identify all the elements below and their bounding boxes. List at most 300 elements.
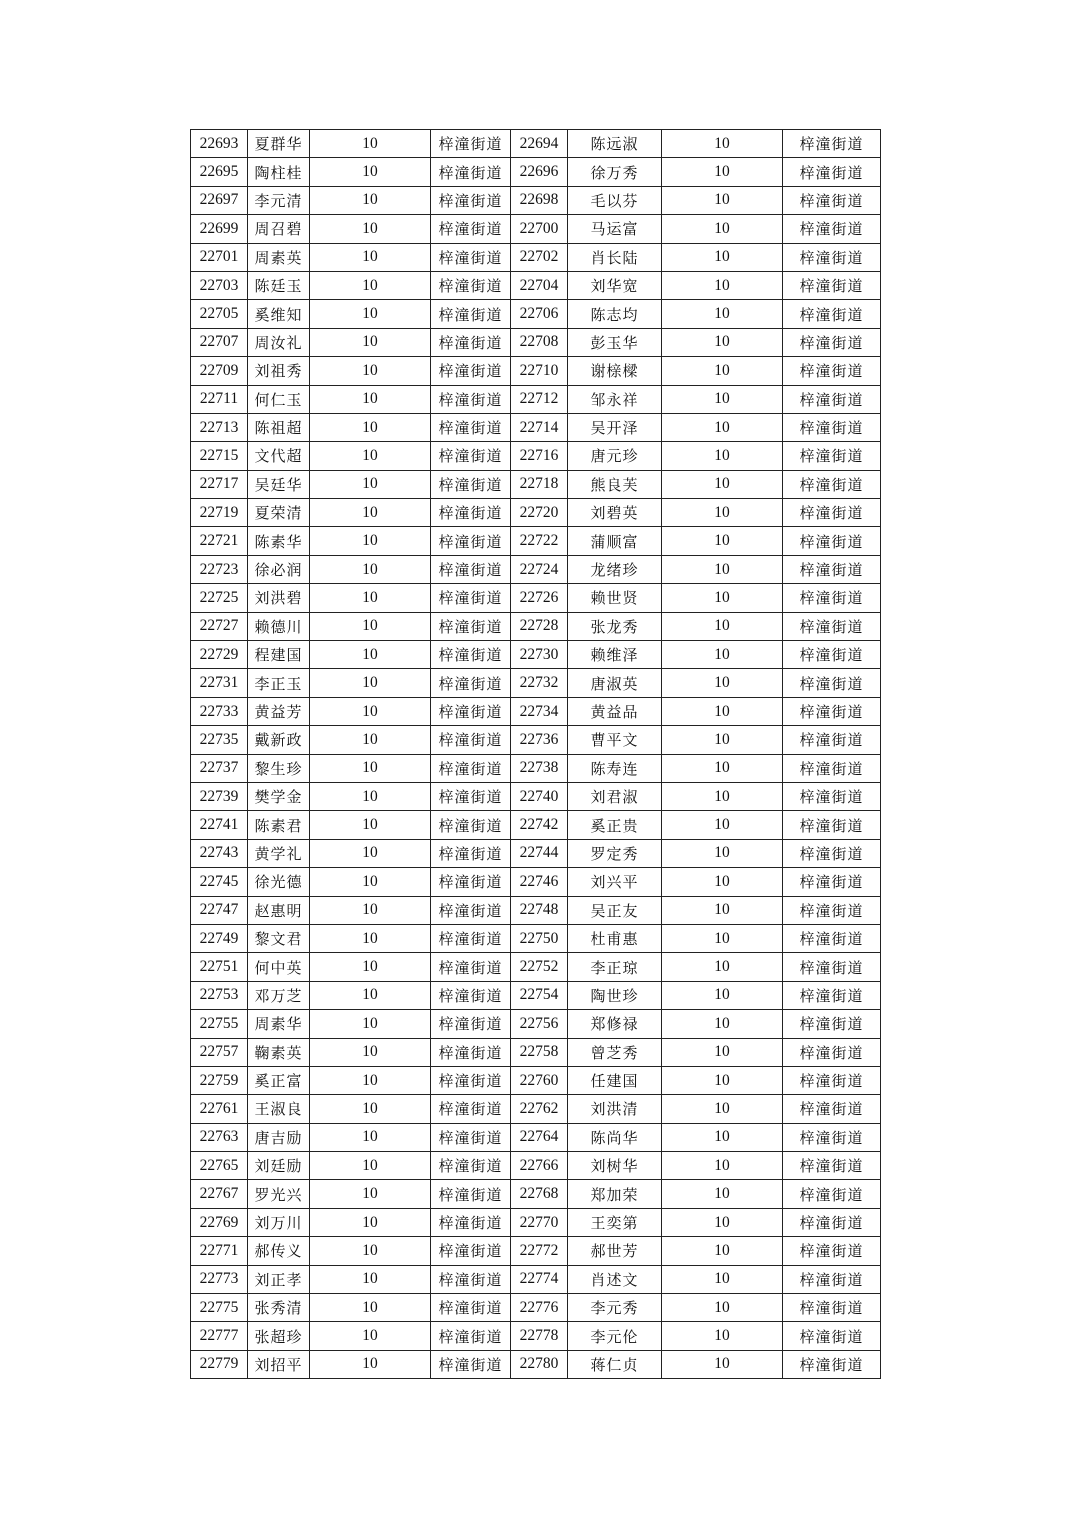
amount-cell: 10 (310, 1123, 431, 1151)
amount-cell: 10 (310, 981, 431, 1009)
table-body (191, 130, 881, 1379)
street-cell: 梓潼街道 (431, 1152, 511, 1180)
street-cell: 梓潼街道 (431, 669, 511, 697)
street-cell: 梓潼街道 (783, 130, 881, 158)
amount-cell: 10 (310, 697, 431, 725)
street-cell: 梓潼街道 (783, 1152, 881, 1180)
amount-cell: 10 (310, 839, 431, 867)
record-id-cell: 22712 (511, 385, 568, 413)
record-id-cell: 22772 (511, 1237, 568, 1265)
amount-cell: 10 (310, 186, 431, 214)
person-name-cell: 郑加荣 (568, 1180, 662, 1208)
street-cell: 梓潼街道 (431, 839, 511, 867)
record-id-cell: 22760 (511, 1066, 568, 1094)
person-name-cell: 黄益芳 (248, 697, 310, 725)
record-id-cell: 22721 (191, 527, 248, 555)
table-row (191, 1066, 881, 1094)
table-row (191, 953, 881, 981)
amount-cell: 10 (662, 1322, 783, 1350)
table-row (191, 1095, 881, 1123)
street-cell: 梓潼街道 (431, 470, 511, 498)
record-id-cell: 22766 (511, 1152, 568, 1180)
amount-cell: 10 (662, 1152, 783, 1180)
amount-cell: 10 (662, 896, 783, 924)
record-id-cell: 22741 (191, 811, 248, 839)
amount-cell: 10 (662, 413, 783, 441)
person-name-cell: 周素英 (248, 243, 310, 271)
street-cell: 梓潼街道 (431, 442, 511, 470)
person-name-cell: 张龙秀 (568, 612, 662, 640)
person-name-cell: 徐光德 (248, 868, 310, 896)
record-id-cell: 22710 (511, 357, 568, 385)
table-row (191, 186, 881, 214)
table-row (191, 555, 881, 583)
record-id-cell: 22738 (511, 754, 568, 782)
street-cell: 梓潼街道 (431, 243, 511, 271)
amount-cell: 10 (310, 215, 431, 243)
amount-cell: 10 (662, 271, 783, 299)
street-cell: 梓潼街道 (783, 215, 881, 243)
street-cell: 梓潼街道 (431, 1208, 511, 1236)
amount-cell: 10 (310, 555, 431, 583)
person-name-cell: 郑修禄 (568, 1010, 662, 1038)
street-cell: 梓潼街道 (783, 697, 881, 725)
person-name-cell: 李元清 (248, 186, 310, 214)
street-cell: 梓潼街道 (783, 754, 881, 782)
street-cell: 梓潼街道 (783, 981, 881, 1009)
street-cell: 梓潼街道 (431, 1180, 511, 1208)
person-name-cell: 肖述文 (568, 1265, 662, 1293)
record-id-cell: 22778 (511, 1322, 568, 1350)
street-cell: 梓潼街道 (431, 754, 511, 782)
record-id-cell: 22725 (191, 584, 248, 612)
record-id-cell: 22709 (191, 357, 248, 385)
record-id-cell: 22780 (511, 1350, 568, 1378)
record-id-cell: 22739 (191, 782, 248, 810)
record-id-cell: 22737 (191, 754, 248, 782)
amount-cell: 10 (310, 385, 431, 413)
person-name-cell: 张超珍 (248, 1322, 310, 1350)
table-row (191, 641, 881, 669)
person-name-cell: 刘树华 (568, 1152, 662, 1180)
amount-cell: 10 (662, 697, 783, 725)
person-name-cell: 陈尚华 (568, 1123, 662, 1151)
table-row (191, 271, 881, 299)
table-row (191, 470, 881, 498)
street-cell: 梓潼街道 (431, 1265, 511, 1293)
table-row (191, 811, 881, 839)
person-name-cell: 徐万秀 (568, 158, 662, 186)
record-id-cell: 22771 (191, 1237, 248, 1265)
record-id-cell: 22740 (511, 782, 568, 810)
record-id-cell: 22758 (511, 1038, 568, 1066)
person-name-cell: 曹平文 (568, 726, 662, 754)
record-id-cell: 22742 (511, 811, 568, 839)
table-row (191, 385, 881, 413)
record-id-cell: 22753 (191, 981, 248, 1009)
record-id-cell: 22694 (511, 130, 568, 158)
amount-cell: 10 (662, 1123, 783, 1151)
record-id-cell: 22718 (511, 470, 568, 498)
amount-cell: 10 (310, 1237, 431, 1265)
street-cell: 梓潼街道 (431, 868, 511, 896)
record-id-cell: 22747 (191, 896, 248, 924)
amount-cell: 10 (662, 328, 783, 356)
record-id-cell: 22704 (511, 271, 568, 299)
street-cell: 梓潼街道 (431, 924, 511, 952)
street-cell: 梓潼街道 (783, 442, 881, 470)
table-row (191, 1237, 881, 1265)
street-cell: 梓潼街道 (431, 357, 511, 385)
amount-cell: 10 (662, 300, 783, 328)
amount-cell: 10 (310, 612, 431, 640)
person-name-cell: 李元伦 (568, 1322, 662, 1350)
street-cell: 梓潼街道 (431, 300, 511, 328)
amount-cell: 10 (310, 442, 431, 470)
person-name-cell: 刘君淑 (568, 782, 662, 810)
amount-cell: 10 (662, 1208, 783, 1236)
street-cell: 梓潼街道 (431, 1237, 511, 1265)
person-name-cell: 刘洪清 (568, 1095, 662, 1123)
record-id-cell: 22729 (191, 641, 248, 669)
street-cell: 梓潼街道 (783, 1180, 881, 1208)
street-cell: 梓潼街道 (783, 953, 881, 981)
record-id-cell: 22700 (511, 215, 568, 243)
street-cell: 梓潼街道 (431, 499, 511, 527)
record-id-cell: 22754 (511, 981, 568, 1009)
amount-cell: 10 (310, 328, 431, 356)
amount-cell: 10 (662, 1038, 783, 1066)
amount-cell: 10 (310, 1294, 431, 1322)
street-cell: 梓潼街道 (431, 413, 511, 441)
amount-cell: 10 (662, 868, 783, 896)
amount-cell: 10 (310, 754, 431, 782)
street-cell: 梓潼街道 (783, 1038, 881, 1066)
table-row (191, 442, 881, 470)
person-name-cell: 吴廷华 (248, 470, 310, 498)
person-name-cell: 周汝礼 (248, 328, 310, 356)
person-name-cell: 毛以芬 (568, 186, 662, 214)
amount-cell: 10 (662, 470, 783, 498)
amount-cell: 10 (662, 1095, 783, 1123)
street-cell: 梓潼街道 (783, 555, 881, 583)
amount-cell: 10 (310, 1010, 431, 1038)
street-cell: 梓潼街道 (783, 1322, 881, 1350)
person-name-cell: 刘碧英 (568, 499, 662, 527)
record-id-cell: 22756 (511, 1010, 568, 1038)
street-cell: 梓潼街道 (431, 385, 511, 413)
person-name-cell: 吴正友 (568, 896, 662, 924)
table-row (191, 1350, 881, 1378)
amount-cell: 10 (662, 357, 783, 385)
amount-cell: 10 (662, 953, 783, 981)
street-cell: 梓潼街道 (783, 1237, 881, 1265)
street-cell: 梓潼街道 (431, 555, 511, 583)
amount-cell: 10 (310, 896, 431, 924)
street-cell: 梓潼街道 (783, 1095, 881, 1123)
record-id-cell: 22731 (191, 669, 248, 697)
record-id-cell: 22736 (511, 726, 568, 754)
street-cell: 梓潼街道 (783, 782, 881, 810)
amount-cell: 10 (662, 641, 783, 669)
amount-cell: 10 (662, 499, 783, 527)
amount-cell: 10 (310, 782, 431, 810)
street-cell: 梓潼街道 (431, 1322, 511, 1350)
amount-cell: 10 (310, 924, 431, 952)
person-name-cell: 吴开泽 (568, 413, 662, 441)
record-id-cell: 22744 (511, 839, 568, 867)
record-id-cell: 22699 (191, 215, 248, 243)
person-name-cell: 刘祖秀 (248, 357, 310, 385)
person-name-cell: 邹永祥 (568, 385, 662, 413)
record-id-cell: 22695 (191, 158, 248, 186)
person-name-cell: 樊学金 (248, 782, 310, 810)
street-cell: 梓潼街道 (431, 271, 511, 299)
street-cell: 梓潼街道 (431, 953, 511, 981)
person-name-cell: 何仁玉 (248, 385, 310, 413)
street-cell: 梓潼街道 (783, 868, 881, 896)
person-name-cell: 陈素君 (248, 811, 310, 839)
street-cell: 梓潼街道 (431, 130, 511, 158)
table-row (191, 896, 881, 924)
street-cell: 梓潼街道 (431, 186, 511, 214)
record-id-cell: 22708 (511, 328, 568, 356)
person-name-cell: 李正玉 (248, 669, 310, 697)
person-name-cell: 赖维泽 (568, 641, 662, 669)
amount-cell: 10 (662, 158, 783, 186)
street-cell: 梓潼街道 (431, 612, 511, 640)
amount-cell: 10 (662, 527, 783, 555)
person-name-cell: 任建国 (568, 1066, 662, 1094)
table-row (191, 669, 881, 697)
record-id-cell: 22728 (511, 612, 568, 640)
street-cell: 梓潼街道 (783, 1010, 881, 1038)
person-name-cell: 黎文君 (248, 924, 310, 952)
amount-cell: 10 (310, 413, 431, 441)
street-cell: 梓潼街道 (783, 328, 881, 356)
street-cell: 梓潼街道 (783, 839, 881, 867)
person-name-cell: 陶柱桂 (248, 158, 310, 186)
table-row (191, 243, 881, 271)
amount-cell: 10 (662, 1237, 783, 1265)
record-id-cell: 22779 (191, 1350, 248, 1378)
person-name-cell: 郝传义 (248, 1237, 310, 1265)
table-row (191, 981, 881, 1009)
person-name-cell: 文代超 (248, 442, 310, 470)
table-row (191, 300, 881, 328)
amount-cell: 10 (310, 1208, 431, 1236)
amount-cell: 10 (310, 130, 431, 158)
amount-cell: 10 (662, 186, 783, 214)
street-cell: 梓潼街道 (783, 612, 881, 640)
person-name-cell: 罗光兴 (248, 1180, 310, 1208)
street-cell: 梓潼街道 (431, 215, 511, 243)
record-id-cell: 22707 (191, 328, 248, 356)
record-id-cell: 22696 (511, 158, 568, 186)
record-id-cell: 22720 (511, 499, 568, 527)
person-name-cell: 刘招平 (248, 1350, 310, 1378)
record-id-cell: 22716 (511, 442, 568, 470)
record-id-cell: 22715 (191, 442, 248, 470)
street-cell: 梓潼街道 (431, 1066, 511, 1094)
table-row (191, 328, 881, 356)
street-cell: 梓潼街道 (431, 782, 511, 810)
record-id-cell: 22770 (511, 1208, 568, 1236)
street-cell: 梓潼街道 (431, 641, 511, 669)
amount-cell: 10 (310, 1265, 431, 1293)
amount-cell: 10 (310, 726, 431, 754)
amount-cell: 10 (310, 357, 431, 385)
table-row (191, 527, 881, 555)
amount-cell: 10 (662, 1294, 783, 1322)
record-id-cell: 22723 (191, 555, 248, 583)
amount-cell: 10 (662, 669, 783, 697)
amount-cell: 10 (310, 584, 431, 612)
street-cell: 梓潼街道 (783, 243, 881, 271)
record-id-cell: 22767 (191, 1180, 248, 1208)
street-cell: 梓潼街道 (783, 385, 881, 413)
record-id-cell: 22714 (511, 413, 568, 441)
street-cell: 梓潼街道 (783, 726, 881, 754)
record-id-cell: 22755 (191, 1010, 248, 1038)
record-id-cell: 22717 (191, 470, 248, 498)
table-row (191, 1038, 881, 1066)
street-cell: 梓潼街道 (783, 158, 881, 186)
table-row (191, 697, 881, 725)
street-cell: 梓潼街道 (431, 896, 511, 924)
table-row (191, 413, 881, 441)
person-name-cell: 陶世珍 (568, 981, 662, 1009)
street-cell: 梓潼街道 (431, 697, 511, 725)
person-name-cell: 陈寿连 (568, 754, 662, 782)
person-name-cell: 马运富 (568, 215, 662, 243)
person-name-cell: 谢榇樑 (568, 357, 662, 385)
table-row (191, 499, 881, 527)
person-name-cell: 刘兴平 (568, 868, 662, 896)
street-cell: 梓潼街道 (783, 584, 881, 612)
street-cell: 梓潼街道 (783, 357, 881, 385)
amount-cell: 10 (310, 1180, 431, 1208)
record-id-cell: 22762 (511, 1095, 568, 1123)
record-id-cell: 22777 (191, 1322, 248, 1350)
street-cell: 梓潼街道 (783, 1294, 881, 1322)
record-id-cell: 22751 (191, 953, 248, 981)
table-row (191, 1010, 881, 1038)
amount-cell: 10 (662, 130, 783, 158)
table-row (191, 782, 881, 810)
street-cell: 梓潼街道 (783, 811, 881, 839)
amount-cell: 10 (310, 1322, 431, 1350)
street-cell: 梓潼街道 (431, 1010, 511, 1038)
street-cell: 梓潼街道 (431, 1038, 511, 1066)
table-row (191, 1322, 881, 1350)
record-id-cell: 22701 (191, 243, 248, 271)
record-id-cell: 22719 (191, 499, 248, 527)
record-id-cell: 22774 (511, 1265, 568, 1293)
person-name-cell: 何中英 (248, 953, 310, 981)
person-name-cell: 夏荣清 (248, 499, 310, 527)
amount-cell: 10 (310, 1038, 431, 1066)
street-cell: 梓潼街道 (431, 328, 511, 356)
person-name-cell: 熊良芙 (568, 470, 662, 498)
amount-cell: 10 (662, 442, 783, 470)
person-name-cell: 唐元珍 (568, 442, 662, 470)
person-name-cell: 邓万芝 (248, 981, 310, 1009)
person-name-cell: 戴新政 (248, 726, 310, 754)
person-name-cell: 张秀清 (248, 1294, 310, 1322)
street-cell: 梓潼街道 (783, 499, 881, 527)
table-row (191, 1294, 881, 1322)
person-name-cell: 赖世贤 (568, 584, 662, 612)
person-name-cell: 刘正孝 (248, 1265, 310, 1293)
amount-cell: 10 (662, 924, 783, 952)
person-name-cell: 黎生珍 (248, 754, 310, 782)
record-id-cell: 22768 (511, 1180, 568, 1208)
table-row (191, 1180, 881, 1208)
street-cell: 梓潼街道 (431, 584, 511, 612)
person-name-cell: 郝世芳 (568, 1237, 662, 1265)
record-id-cell: 22706 (511, 300, 568, 328)
record-id-cell: 22761 (191, 1095, 248, 1123)
record-id-cell: 22711 (191, 385, 248, 413)
record-id-cell: 22722 (511, 527, 568, 555)
person-name-cell: 徐必润 (248, 555, 310, 583)
person-name-cell: 赵惠明 (248, 896, 310, 924)
record-id-cell: 22764 (511, 1123, 568, 1151)
amount-cell: 10 (662, 839, 783, 867)
person-name-cell: 肖长陆 (568, 243, 662, 271)
amount-cell: 10 (662, 1066, 783, 1094)
table-row (191, 1152, 881, 1180)
table-row (191, 1208, 881, 1236)
street-cell: 梓潼街道 (431, 726, 511, 754)
amount-cell: 10 (662, 243, 783, 271)
person-name-cell: 罗定秀 (568, 839, 662, 867)
amount-cell: 10 (310, 1095, 431, 1123)
person-name-cell: 李正琼 (568, 953, 662, 981)
street-cell: 梓潼街道 (783, 1066, 881, 1094)
amount-cell: 10 (662, 1265, 783, 1293)
person-name-cell: 鞠素英 (248, 1038, 310, 1066)
street-cell: 梓潼街道 (783, 271, 881, 299)
person-name-cell: 奚正贵 (568, 811, 662, 839)
record-id-cell: 22698 (511, 186, 568, 214)
amount-cell: 10 (310, 1152, 431, 1180)
table-row (191, 839, 881, 867)
record-id-cell: 22746 (511, 868, 568, 896)
amount-cell: 10 (310, 499, 431, 527)
record-id-cell: 22693 (191, 130, 248, 158)
amount-cell: 10 (662, 726, 783, 754)
street-cell: 梓潼街道 (431, 981, 511, 1009)
table-row (191, 130, 881, 158)
street-cell: 梓潼街道 (783, 300, 881, 328)
record-id-cell: 22697 (191, 186, 248, 214)
record-id-cell: 22734 (511, 697, 568, 725)
table-row (191, 868, 881, 896)
person-name-cell: 陈素华 (248, 527, 310, 555)
record-id-cell: 22763 (191, 1123, 248, 1151)
record-id-cell: 22776 (511, 1294, 568, 1322)
street-cell: 梓潼街道 (783, 896, 881, 924)
amount-cell: 10 (310, 300, 431, 328)
street-cell: 梓潼街道 (431, 1095, 511, 1123)
record-id-cell: 22705 (191, 300, 248, 328)
person-name-cell: 唐淑英 (568, 669, 662, 697)
amount-cell: 10 (662, 811, 783, 839)
record-id-cell: 22743 (191, 839, 248, 867)
table-row (191, 1123, 881, 1151)
